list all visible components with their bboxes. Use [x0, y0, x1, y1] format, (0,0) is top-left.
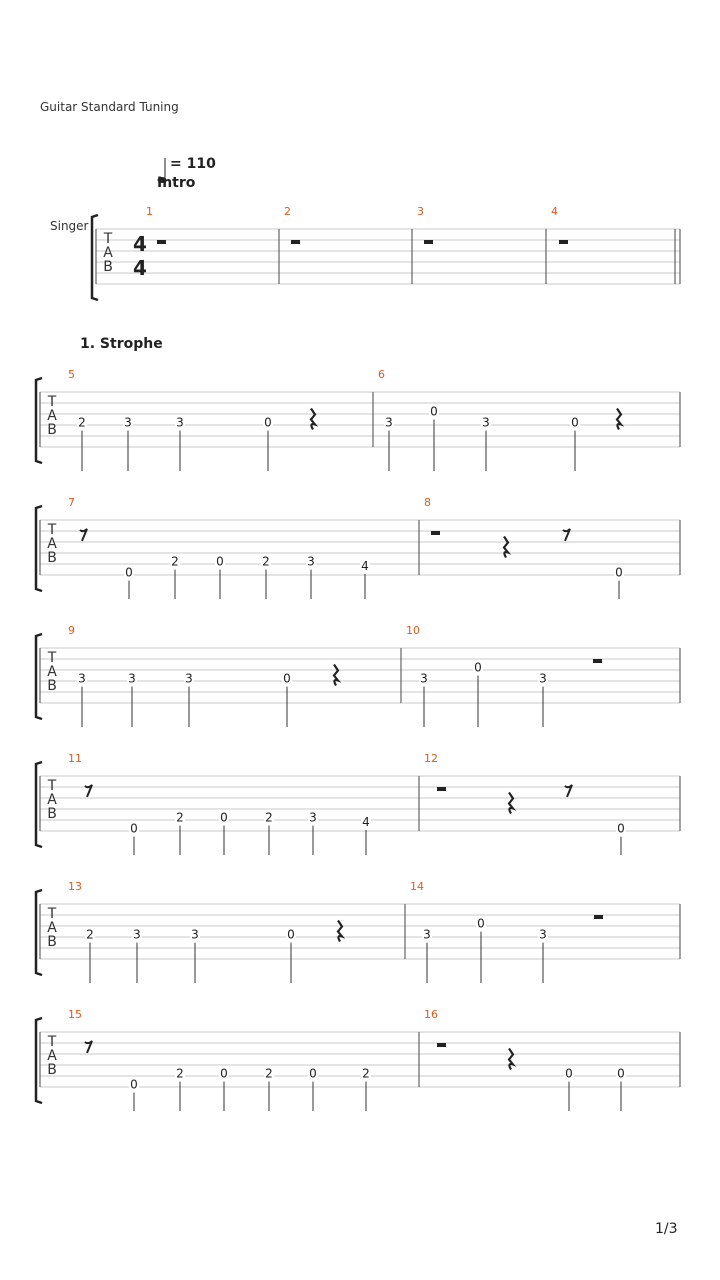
measure-number: 16 [424, 1008, 438, 1021]
tab-system [36, 378, 680, 471]
tab-clef-letter: B [47, 550, 57, 566]
fret-number: 3 [385, 415, 393, 430]
fret-number: 2 [78, 415, 86, 430]
measure-number: 13 [68, 880, 82, 893]
fret-number: 3 [176, 415, 184, 430]
fret-number: 3 [307, 554, 315, 569]
tab-clef-letter: T [47, 778, 57, 794]
measure-number: 14 [410, 880, 424, 893]
tab-clef-letter: A [47, 1048, 57, 1064]
fret-number: 0 [264, 415, 272, 430]
tab-clef-letter: T [47, 1034, 57, 1050]
fret-number: 4 [361, 559, 369, 573]
tab-clef-letter: A [47, 792, 57, 808]
fret-number: 3 [185, 671, 193, 686]
measure-number: 2 [284, 205, 291, 218]
half-rest-icon [559, 240, 568, 244]
measure-number: 6 [378, 368, 385, 381]
measure-number: 9 [68, 624, 75, 637]
tab-clef-letter: T [47, 394, 57, 410]
fret-number: 0 [216, 554, 224, 569]
fret-number: 4 [362, 815, 370, 829]
fret-number: 2 [86, 927, 94, 942]
page-number: 1/3 [655, 1221, 678, 1237]
tab-clef-letter: B [47, 422, 57, 438]
half-rest-icon [437, 787, 446, 791]
quarter-rest-icon [509, 793, 513, 814]
fret-number: 0 [220, 810, 228, 825]
eighth-rest-icon [85, 785, 92, 797]
fret-number: 3 [420, 671, 428, 686]
tab-clef-letter: A [47, 664, 57, 680]
system-bracket [36, 634, 42, 719]
fret-number: 2 [171, 554, 179, 569]
tab-clef-letter: B [47, 678, 57, 694]
measure-number: 10 [406, 624, 420, 637]
fret-number: 3 [128, 671, 136, 686]
fret-number: 0 [130, 821, 138, 836]
fret-number: 3 [539, 927, 547, 942]
system-bracket [36, 506, 42, 591]
system-bracket [36, 762, 42, 847]
tab-clef-letter: B [47, 806, 57, 822]
fret-number: 0 [130, 1077, 138, 1092]
fret-number: 2 [265, 810, 273, 825]
tab-clef-letter: B [103, 259, 113, 275]
section-strophe: 1. Strophe [80, 336, 163, 352]
quarter-rest-icon [338, 921, 342, 942]
eighth-rest-icon [85, 1041, 92, 1053]
fret-number: 0 [477, 916, 485, 931]
fret-number: 0 [430, 404, 438, 419]
eighth-rest-icon [565, 785, 572, 797]
tab-clef-letter: T [47, 522, 57, 538]
tab-system [36, 762, 680, 855]
quarter-rest-icon [504, 537, 508, 558]
system-bracket [36, 890, 42, 975]
tab-system [36, 1018, 680, 1111]
tab-clef-letter: A [47, 536, 57, 552]
fret-number: 2 [265, 1066, 273, 1081]
fret-number: 2 [362, 1066, 370, 1081]
half-rest-icon [157, 240, 166, 244]
measure-number: 15 [68, 1008, 82, 1021]
fret-number: 0 [283, 671, 291, 686]
measure-number: 4 [551, 205, 558, 218]
fret-number: 0 [565, 1066, 573, 1081]
fret-number: 2 [176, 810, 184, 825]
fret-number: 0 [615, 565, 623, 580]
fret-number: 3 [423, 927, 431, 942]
eighth-rest-icon [80, 529, 87, 541]
fret-number: 3 [309, 810, 317, 825]
eighth-rest-icon [563, 529, 570, 541]
quarter-rest-icon [617, 409, 621, 430]
section-intro: Intro [157, 175, 196, 191]
fret-number: 3 [539, 671, 547, 686]
half-rest-icon [424, 240, 433, 244]
fret-number: 3 [124, 415, 132, 430]
measure-number: 8 [424, 496, 431, 509]
tab-clef-letter: B [47, 934, 57, 950]
measure-number: 5 [68, 368, 75, 381]
fret-number: 2 [262, 554, 270, 569]
tab-clef-letter: A [103, 245, 113, 261]
fret-number: 3 [191, 927, 199, 942]
half-rest-icon [593, 659, 602, 663]
half-rest-icon [291, 240, 300, 244]
fret-number: 0 [125, 565, 133, 580]
tab-clef-letter: B [47, 1062, 57, 1078]
tab-clef-letter: T [47, 650, 57, 666]
tab-clef-letter: A [47, 920, 57, 936]
quarter-rest-icon [334, 665, 338, 686]
half-rest-icon [594, 915, 603, 919]
tab-system [36, 506, 680, 599]
tab-clef-letter: T [47, 906, 57, 922]
fret-number: 0 [617, 821, 625, 836]
fret-number: 0 [287, 927, 295, 942]
fret-number: 3 [78, 671, 86, 686]
fret-number: 0 [571, 415, 579, 430]
fret-number: 0 [220, 1066, 228, 1081]
time-signature-top: 4 [133, 232, 147, 256]
measure-number: 11 [68, 752, 82, 765]
system-bracket [92, 215, 98, 300]
measure-number: 3 [417, 205, 424, 218]
fret-number: 2 [176, 1066, 184, 1081]
tempo-marking: = 110 [170, 156, 216, 172]
tab-clef-letter: T [103, 231, 113, 247]
quarter-rest-icon [311, 409, 315, 430]
fret-number: 3 [133, 927, 141, 942]
tuning-label: Guitar Standard Tuning [40, 100, 179, 114]
tab-system [92, 215, 680, 300]
time-signature-bottom: 4 [133, 256, 147, 280]
fret-number: 0 [309, 1066, 317, 1081]
quarter-rest-icon [509, 1049, 513, 1070]
fret-number: 3 [482, 415, 490, 430]
measure-number: 12 [424, 752, 438, 765]
tab-clef-letter: A [47, 408, 57, 424]
fret-number: 0 [474, 660, 482, 675]
half-rest-icon [437, 1043, 446, 1047]
measure-number: 7 [68, 496, 75, 509]
fret-number: 0 [617, 1066, 625, 1081]
system-bracket [36, 1018, 42, 1103]
system-bracket [36, 378, 42, 463]
track-name: Singer [50, 219, 89, 233]
half-rest-icon [431, 531, 440, 535]
measure-number: 1 [146, 205, 153, 218]
